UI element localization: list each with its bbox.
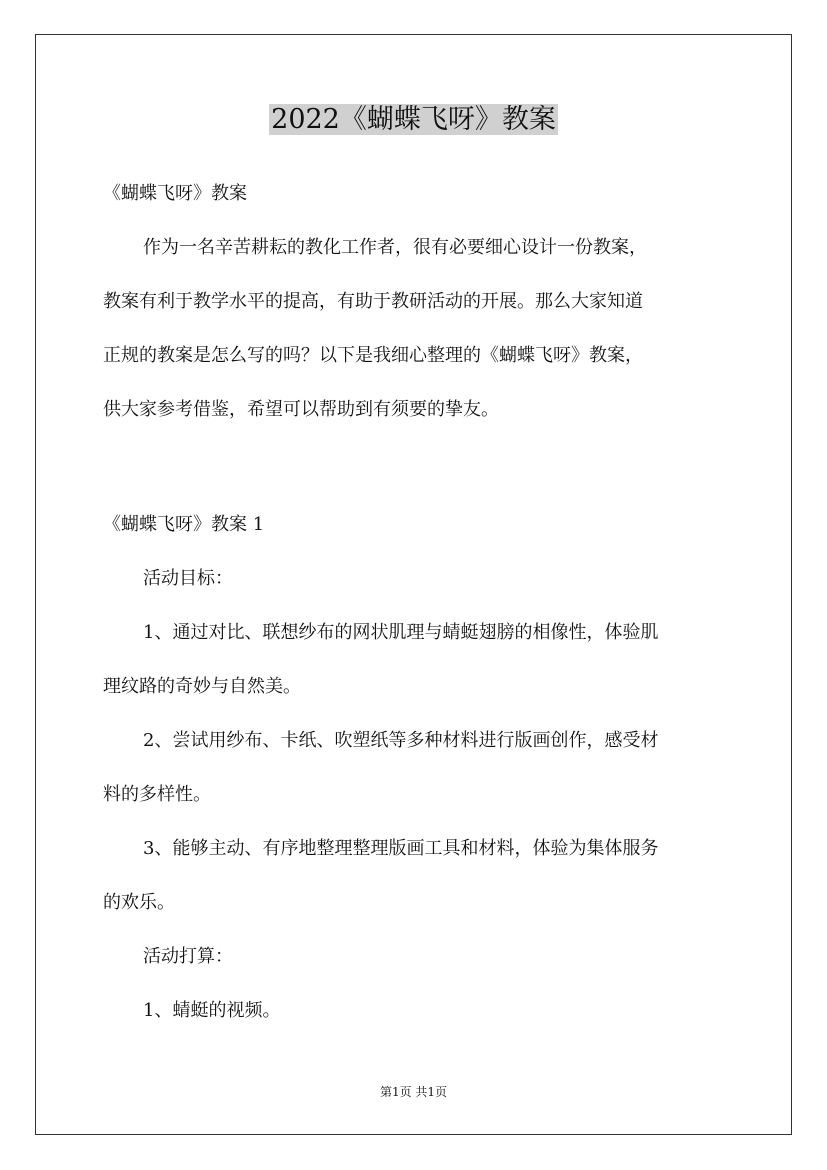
goal-2-line-2: 料的多样性。 — [103, 784, 211, 805]
document-title — [0, 98, 827, 142]
goal-1-line-2: 理纹路的奇妙与自然美。 — [103, 676, 301, 697]
page-number: 第1页 共1页 — [379, 1085, 448, 1099]
goal-2-line-1: 2、尝试用纱布、卡纸、吹塑纸等多种材料进行版画创作，感受材 — [143, 730, 659, 751]
goals-heading: 活动目标： — [143, 568, 233, 589]
intro-line-2: 教案有利于教学水平的提高，有助于教研活动的开展。那么大家知道 — [103, 291, 643, 312]
intro-line-1: 作为一名辛苦耕耘的教化工作者，很有必要细心设计一份教案， — [143, 237, 647, 258]
page-footer — [0, 1084, 827, 1100]
document-title-text: 2022《蝴蝶飞呀》教案 — [271, 104, 556, 135]
document-subtitle: 《蝴蝶飞呀》教案 — [103, 183, 247, 204]
document-body — [103, 172, 727, 1032]
intro-line-4: 供大家参考借鉴，希望可以帮助到有须要的挚友。 — [103, 399, 499, 420]
prep-heading: 活动打算： — [143, 946, 233, 967]
goal-3-line-2: 的欢乐。 — [103, 892, 175, 913]
intro-line-3: 正规的教案是怎么写的吗？以下是我细心整理的《蝴蝶飞呀》教案， — [103, 345, 643, 366]
goal-3-line-1: 3、能够主动、有序地整理整理版画工具和材料，体验为集体服务 — [143, 838, 659, 859]
goal-1-line-1: 1、通过对比、联想纱布的网状肌理与蜻蜓翅膀的相像性，体验肌 — [143, 622, 659, 643]
section-title: 《蝴蝶飞呀》教案 1 — [103, 514, 265, 535]
prep-item-1: 1、蜻蜓的视频。 — [143, 1000, 281, 1021]
